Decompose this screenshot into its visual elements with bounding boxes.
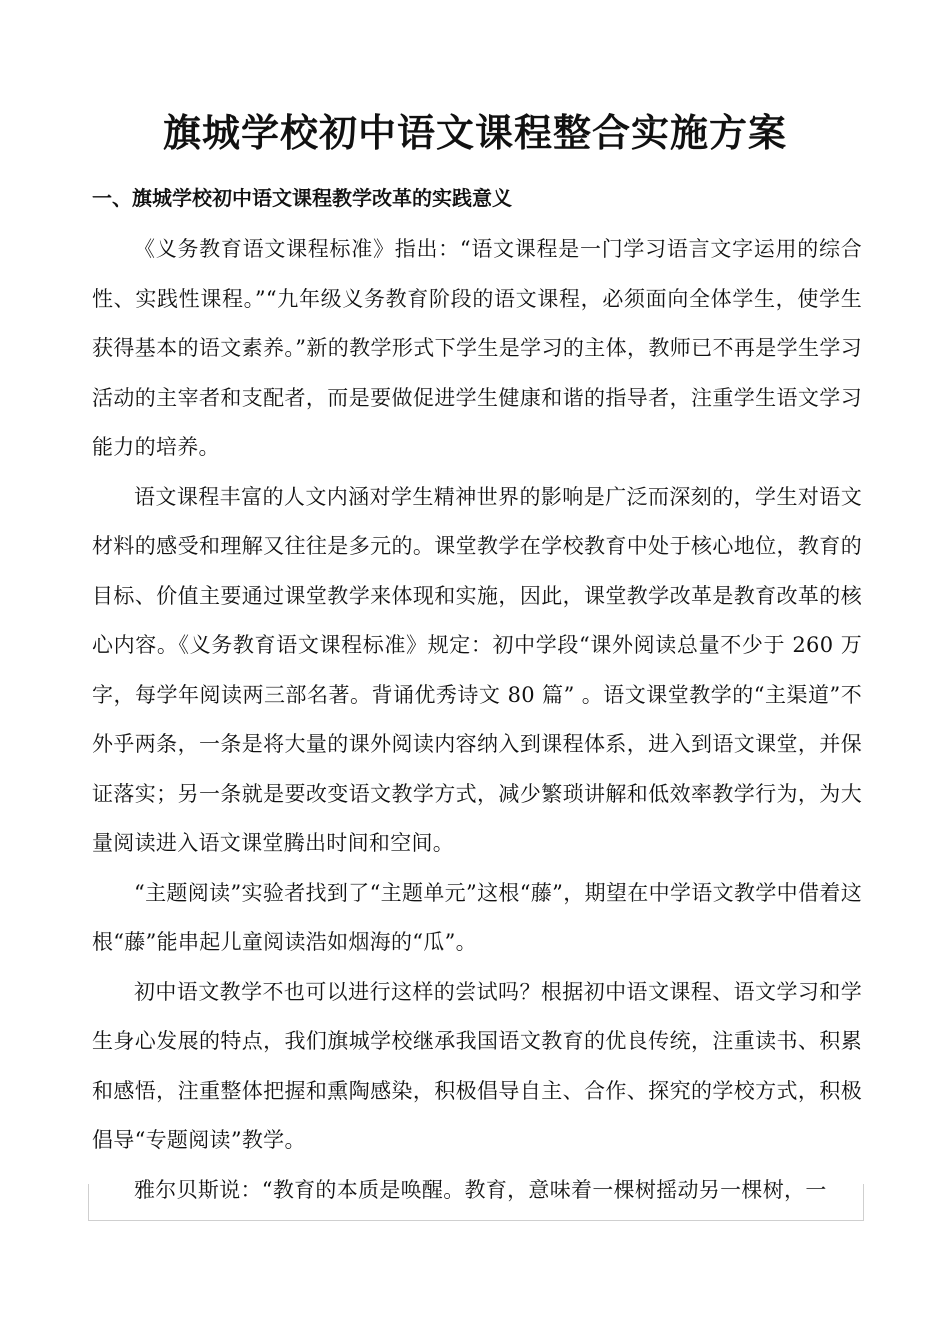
paragraph-truncated: 雅尔贝斯说：“教育的本质是唤醒。教育，意味着一棵树摇动另一棵树，一 (134, 1177, 827, 1202)
paragraph: “主题阅读”实验者找到了“主题单元”这根“藤”，期望在中学语文教学中借着这根“藤”能串起儿童阅读浩如烟海的“瓜”。 (92, 880, 862, 954)
document-title: 旗城学校初中语文课程整合实施方案 (162, 111, 787, 155)
paragraph: 初中语文教学不也可以进行这样的尝试吗？根据初中语文课程、语文学习和学生身心发展的特点，我们旗城学校继承我国语文教育的优良传统，注重读书、积累和感悟，注重整体把握和熏陶感染，积极倡导自主、合作、探究的学校方式，积极倡导“专题阅读”教学。 (92, 979, 862, 1152)
body-text (92, 225, 862, 1215)
paragraph: 《义务教育语文课程标准》指出：“语文课程是一门学习语言文字运用的综合性、实践性课程。”“九年级义务教育阶段的语文课程，必须面向全体学生，使学生获得基本的语文素养。”新的教学形式下学生是学习的主体，教师已不再是学生学习活动的主宰者和支配者，而是要做促进学生健康和谐的指导者，注重学生语文学习能力的培养。 (92, 237, 862, 459)
section-heading: 一、旗城学校初中语文课程教学改革的实践意义 (92, 186, 512, 210)
content-frame-border (88, 1184, 864, 1221)
paragraph: 语文课程丰富的人文内涵对学生精神世界的影响是广泛而深刻的，学生对语文材料的感受和理解又往往是多元的。课堂教学在学校教育中处于核心地位，教育的目标、价值主要通过课堂教学来体现和实施，因此，课堂教学改革是教育改革的核心内容。《义务教育语文课程标准》规定：初中学段“课外阅读总量不少于 260 万字，每学年阅读两三部名著。背诵优秀诗文 80 篇” 。语文课堂教学的“主渠道”不外乎两条，一条是将大量的课外阅读内容纳入到课程体系，进入到语文课堂，并保证落实；另一条就是要改变语文教学方式，减少繁琐讲解和低效率教学行为，为大量阅读进入语文课堂腾出时间和空间。 (92, 484, 862, 855)
